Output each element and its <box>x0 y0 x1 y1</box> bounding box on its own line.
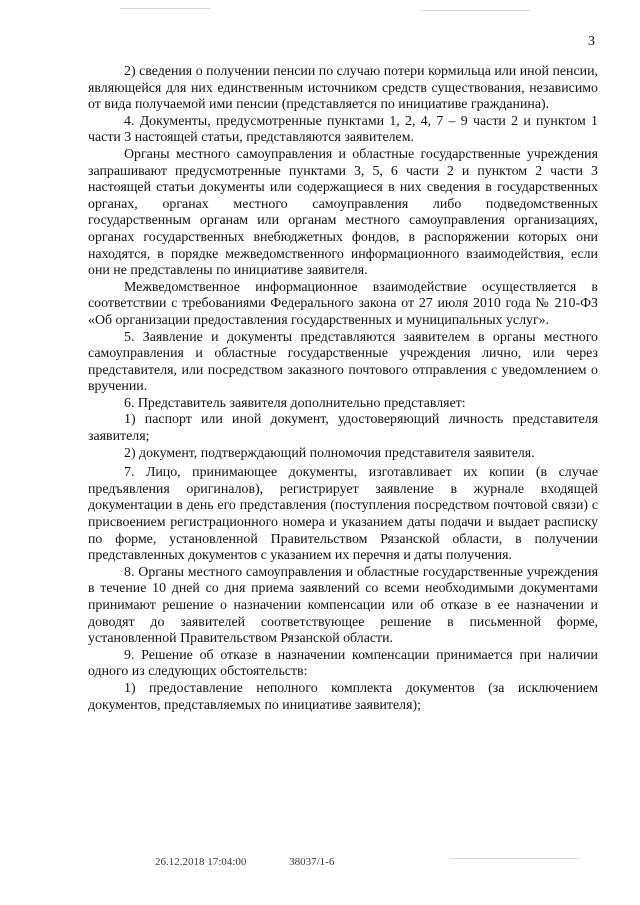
paragraph-item-9: 9. Решение об отказе в назначении компенсации принимается при наличии одного из следующих обстоятельств: <box>88 647 598 680</box>
paragraph-item-6-2: 2) документ, подтверждающий полномочия представителя заявителя. <box>124 445 535 461</box>
footer-timestamp: 26.12.2018 17:04:00 <box>155 856 247 868</box>
paragraph-item-5: 5. Заявление и документы представляются заявителем в органы местного самоуправления и областные государственные учреждения лично, или через представителя, или посредством заказного почтового отправления с уведомлением о вручении. <box>88 329 598 395</box>
paragraph-interagency-request: Органы местного самоуправления и областные государственные учреждения запрашивают предусмотренные пунктами 3, 5, 6 части 2 и пунктом 2 части 3 настоящей статьи документы или содержащиеся в них сведения в государственных органах, органах местного самоуправления либо подведомственных государственным органам или органам местного самоуправления организациях, органах государственных внебюджетных фондов, в распоряжении которых они находятся, в порядке межведомственного информационного взаимодействия, если они не представлены по инициативе заявителя. <box>88 146 598 279</box>
paragraph-pension-info: 2) сведения о получении пенсии по случаю потери кормильца или иной пенсии, являющейся для них единственным источником средств существования, независимо от вида получаемой ими пенсии (представляется по инициативе гражданина). <box>88 64 598 113</box>
document-body <box>88 64 598 714</box>
paragraph-item-8: 8. Органы местного самоуправления и областные государственные учреждения в течение 10 дней со дня приема заявлений со всеми необходимыми документами принимают решение о назначении компенсации или об отказе в ее назначении и доводят до заявителей соответствующее решение в письменной форме, установленной Правительством Рязанской области. <box>88 564 598 647</box>
scan-artifact <box>120 8 210 9</box>
scan-artifact <box>450 858 580 859</box>
paragraph-item-7: 7. Лицо, принимающее документы, изготавливает их копии (в случае предъявления оригиналов), регистрирует заявление в журнале входящей документации в день его представления (поступления посредством почтовой связи) с присвоением регистрационного номера и указанием даты подачи и выдает расписку по форме, установленной Правительством Рязанской области, в получении представленных документов с указанием их перечня и даты получения. <box>88 465 598 564</box>
paragraph-item-6: 6. Представитель заявителя дополнительно представляет: <box>124 395 466 411</box>
paragraph-item-6-1: 1) паспорт или иной документ, удостоверяющий личность представителя заявителя; <box>88 412 598 445</box>
scan-artifact <box>420 10 530 11</box>
footer-document-code: 38037/1-6 <box>289 856 335 868</box>
page-number: 3 <box>588 34 595 49</box>
paragraph-item-9-1: 1) предоставление неполного комплекта документов (за исключением документов, представляемых по инициативе заявителя); <box>88 680 598 713</box>
paragraph-item-4: 4. Документы, предусмотренные пунктами 1, 2, 4, 7 – 9 части 2 и пунктом 1 части 3 настоящей статьи, представляются заявителем. <box>88 113 598 146</box>
paragraph-interagency-law: Межведомственное информационное взаимодействие осуществляется в соответствии с требованиями Федерального закона от 27 июля 2010 года № 210-ФЗ «Об организации предоставления государственных и муниципальных услуг». <box>88 279 598 328</box>
footer-stamp <box>155 856 334 869</box>
